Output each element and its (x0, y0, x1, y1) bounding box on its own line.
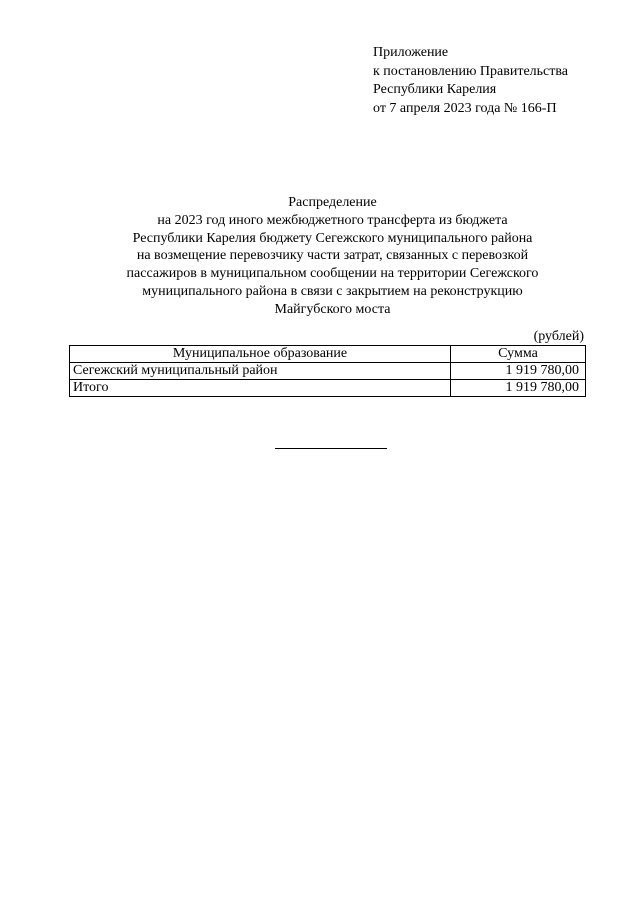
annex-line: Республики Карелия (373, 82, 497, 97)
title-line: муниципального района в связи с закрытием на реконструкцию (142, 283, 523, 299)
document-title (100, 194, 565, 319)
header-municipality: Муниципальное образование (70, 346, 451, 363)
title-line: на 2023 год иного межбюджетного трансферта из бюджета (157, 212, 508, 228)
table-row (70, 363, 586, 380)
annex-line: Приложение (373, 45, 449, 60)
cell-amount: 1 919 780,00 (451, 363, 586, 380)
annex-line: от 7 апреля 2023 года № 166-П (373, 100, 557, 116)
units-label: (рублей) (533, 329, 584, 344)
title-line: Майгубского моста (274, 301, 391, 317)
cell-total-label: Итого (70, 380, 451, 397)
header-amount: Сумма (451, 346, 586, 363)
cell-municipality: Сегежский муниципальный район (70, 363, 451, 380)
title-line: Распределение (288, 195, 377, 210)
table-total-row (70, 380, 586, 397)
title-line: Республики Карелия бюджету Сегежского муниципального района (132, 230, 533, 246)
annex-block (373, 44, 568, 118)
distribution-table (69, 345, 586, 397)
cell-total-amount: 1 919 780,00 (451, 380, 586, 397)
table-header-row (70, 346, 586, 363)
title-line: на возмещение перевозчику части затрат, связанных с перевозкой (136, 248, 529, 264)
annex-line: к постановлению Правительства (373, 63, 569, 79)
end-divider (275, 448, 387, 449)
title-line: пассажиров в муниципальном сообщении на территории Сегежского (126, 266, 539, 282)
